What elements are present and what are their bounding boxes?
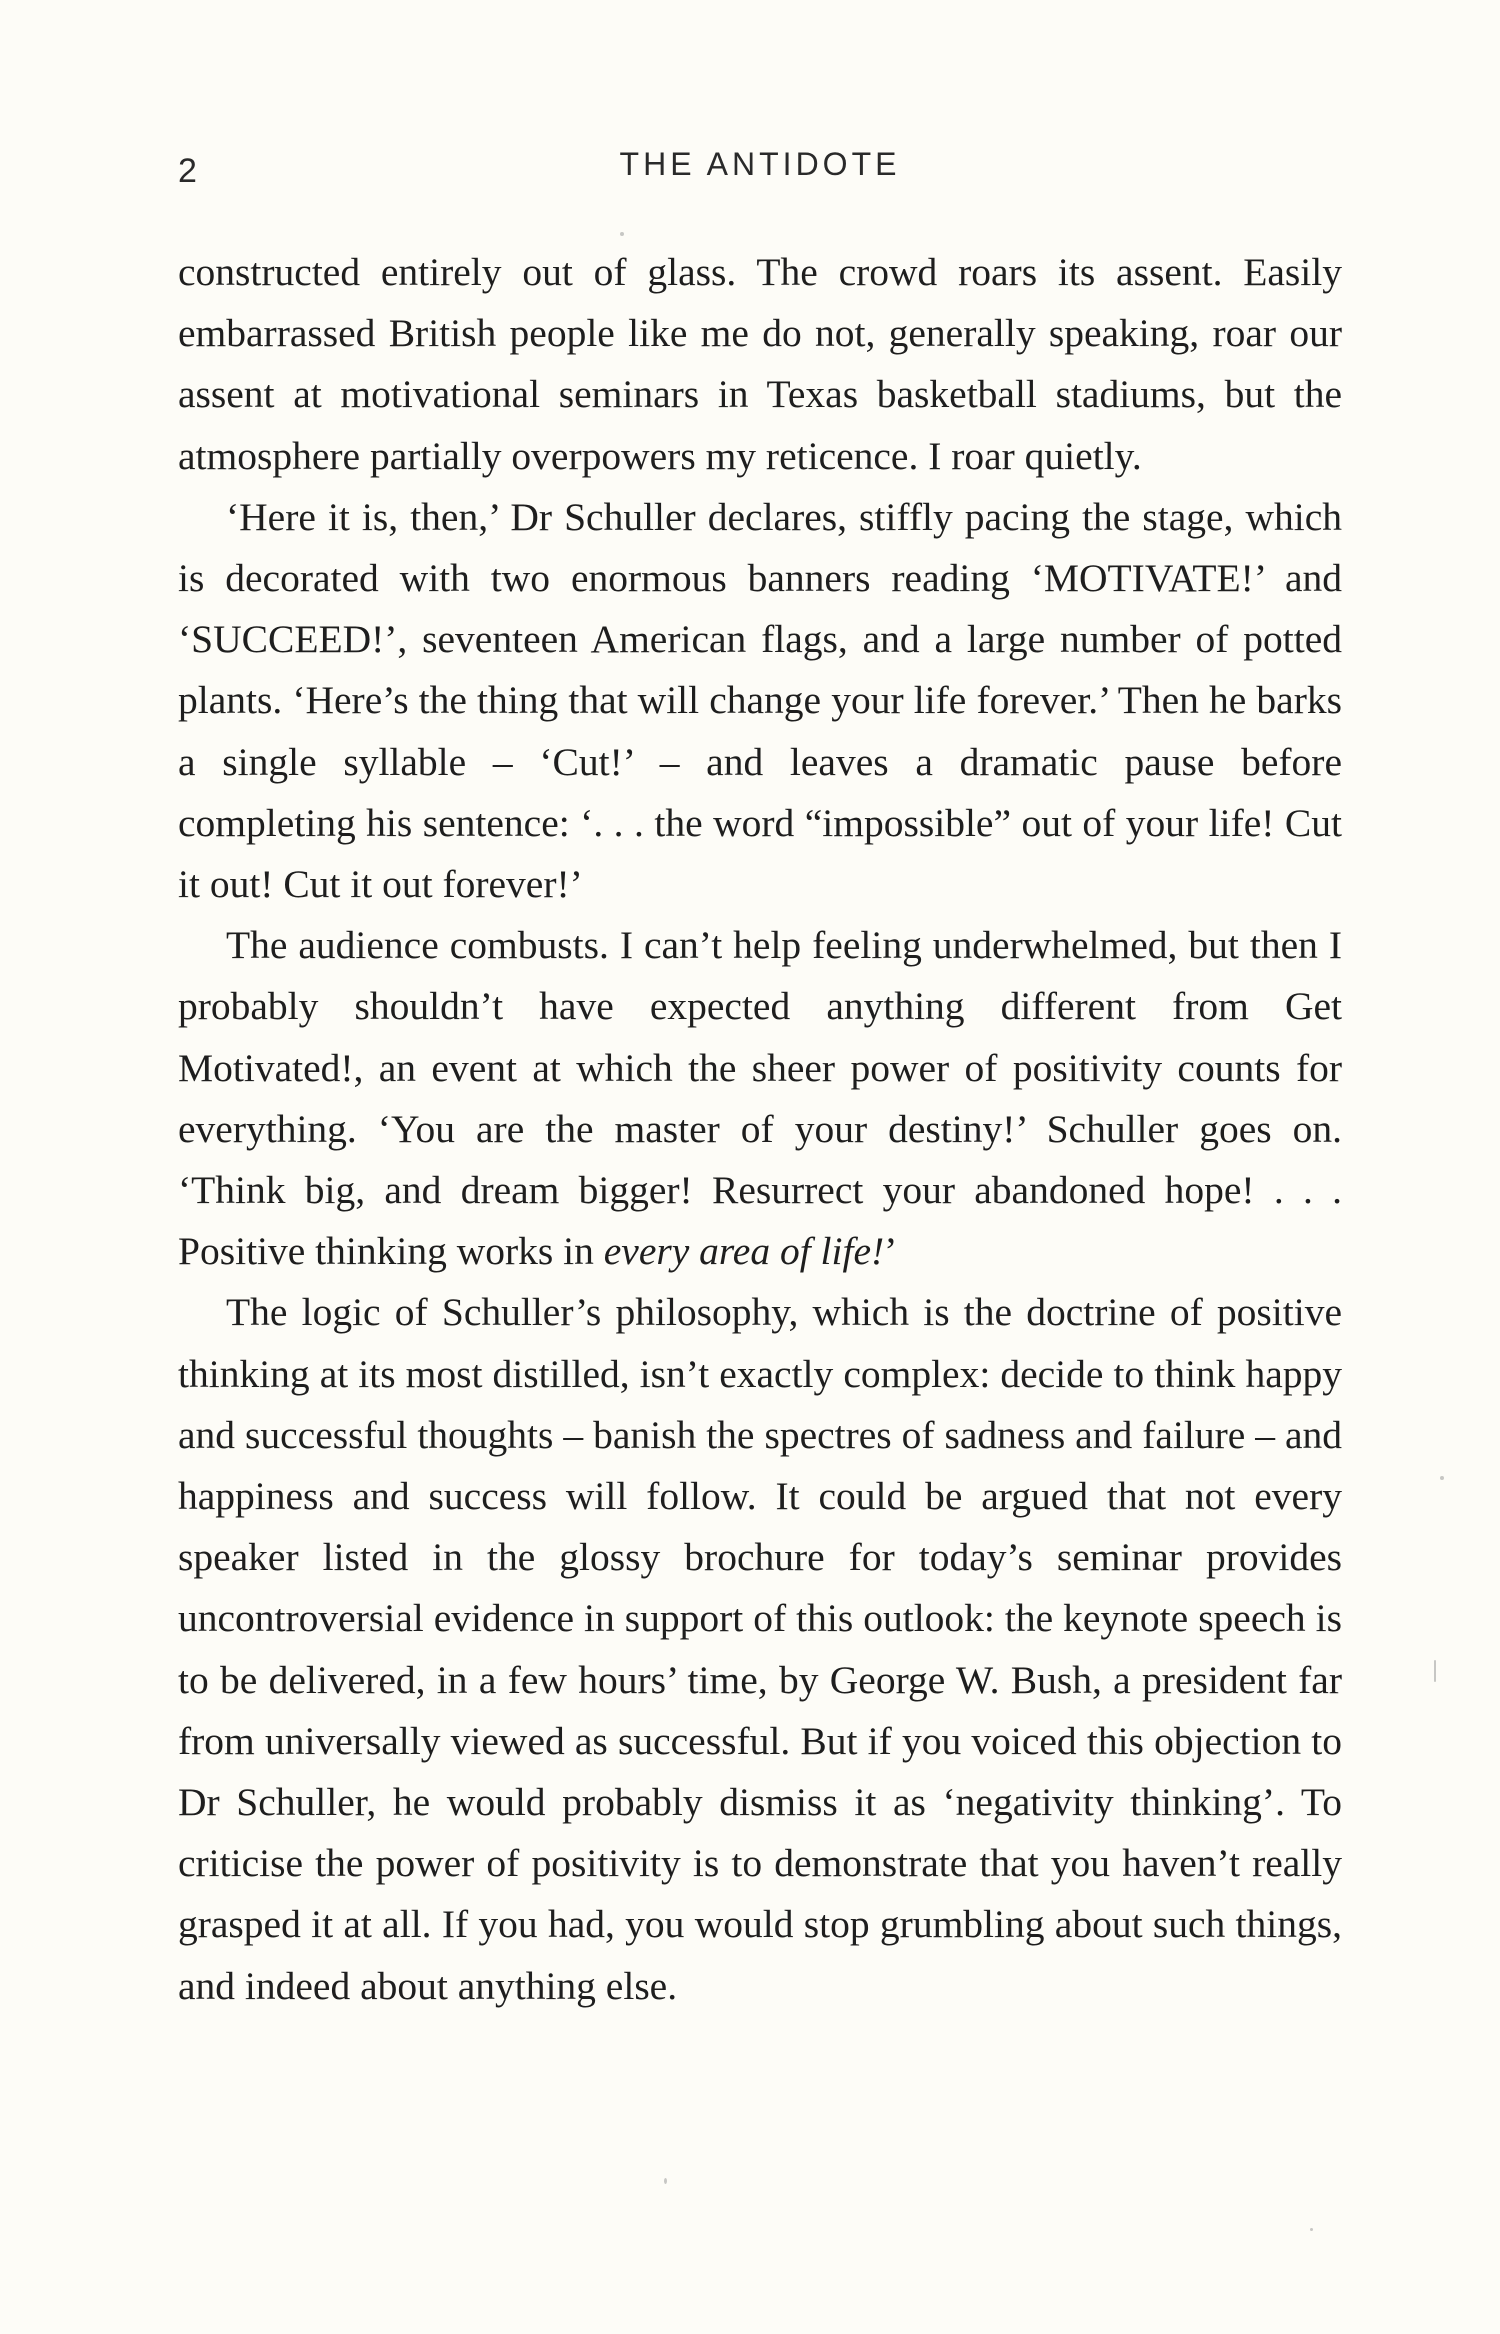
scan-speck	[1440, 1476, 1444, 1480]
body-text	[178, 242, 1342, 2017]
paragraph-4: The logic of Schuller’s philosophy, which is the doctrine of positive thinking at its most distilled, isn’t exactly complex: decide to think happy and successful thoughts – banish the spectres of sadness and failure – and happiness and success will follow. It could be argued that not every speaker listed in the glossy brochure for today’s seminar provides uncontroversial evidence in support of this outlook: the keynote speech is to be delivered, in a few hours’ time, by George W. Bush, a president far from universally viewed as successful. But if you voiced this objection to Dr Schuller, he would probably dismiss it as ‘negativity thinking’. To criticise the power of positivity is to demonstrate that you haven’t really grasped it at all. If you had, you would stop grumbling about such things, and indeed about anything else.	[178, 1290, 1342, 2008]
scan-speck	[1310, 2228, 1313, 2231]
paragraph-3	[178, 915, 1342, 1282]
paragraph-1: constructed entirely out of glass. The crowd roars its assent. Easily embarrassed British people like me do not, generally speaking, roar our assent at motivational seminars in Texas basketball stadiums, but the atmosphere partially overpowers my reticence. I roar quietly.	[178, 250, 1342, 478]
paragraph-3-text-a: The audience combusts. I can’t help feeling underwhelmed, but then I probably shouldn’t have expected anything different from Get Motivated!, an event at which the sheer power of positivity counts for everything. ‘You are the master of your destiny!’ Schuller goes on. ‘Think big, and dream bigger! Resurrect your abandoned hope! . . . Positive thinking works in	[178, 923, 1342, 1274]
scan-speck	[620, 232, 624, 236]
scan-speck	[1434, 1660, 1436, 1682]
page-number: 2	[178, 152, 197, 190]
scan-speck	[664, 2178, 667, 2184]
running-head	[178, 140, 1342, 190]
running-title: THE ANTIDOTE	[619, 146, 901, 182]
paragraph-3-emphasis: every area of life!	[603, 1229, 885, 1274]
paragraph-2: ‘Here it is, then,’ Dr Schuller declares, stiffly pacing the stage, which is decorated with two enormous banners reading ‘MOTIVATE!’ and ‘SUCCEED!’, seventeen American flags, and a large number of potted plants. ‘Here’s the thing that will change your life forever.’ Then he barks a single syllable – ‘Cut!’ – and leaves a dramatic pause before completing his sentence: ‘. . . the word “impossible” out of your life! Cut it out! Cut it out forever!’	[178, 494, 1342, 907]
paragraph-3-text-b: ’	[884, 1229, 898, 1274]
